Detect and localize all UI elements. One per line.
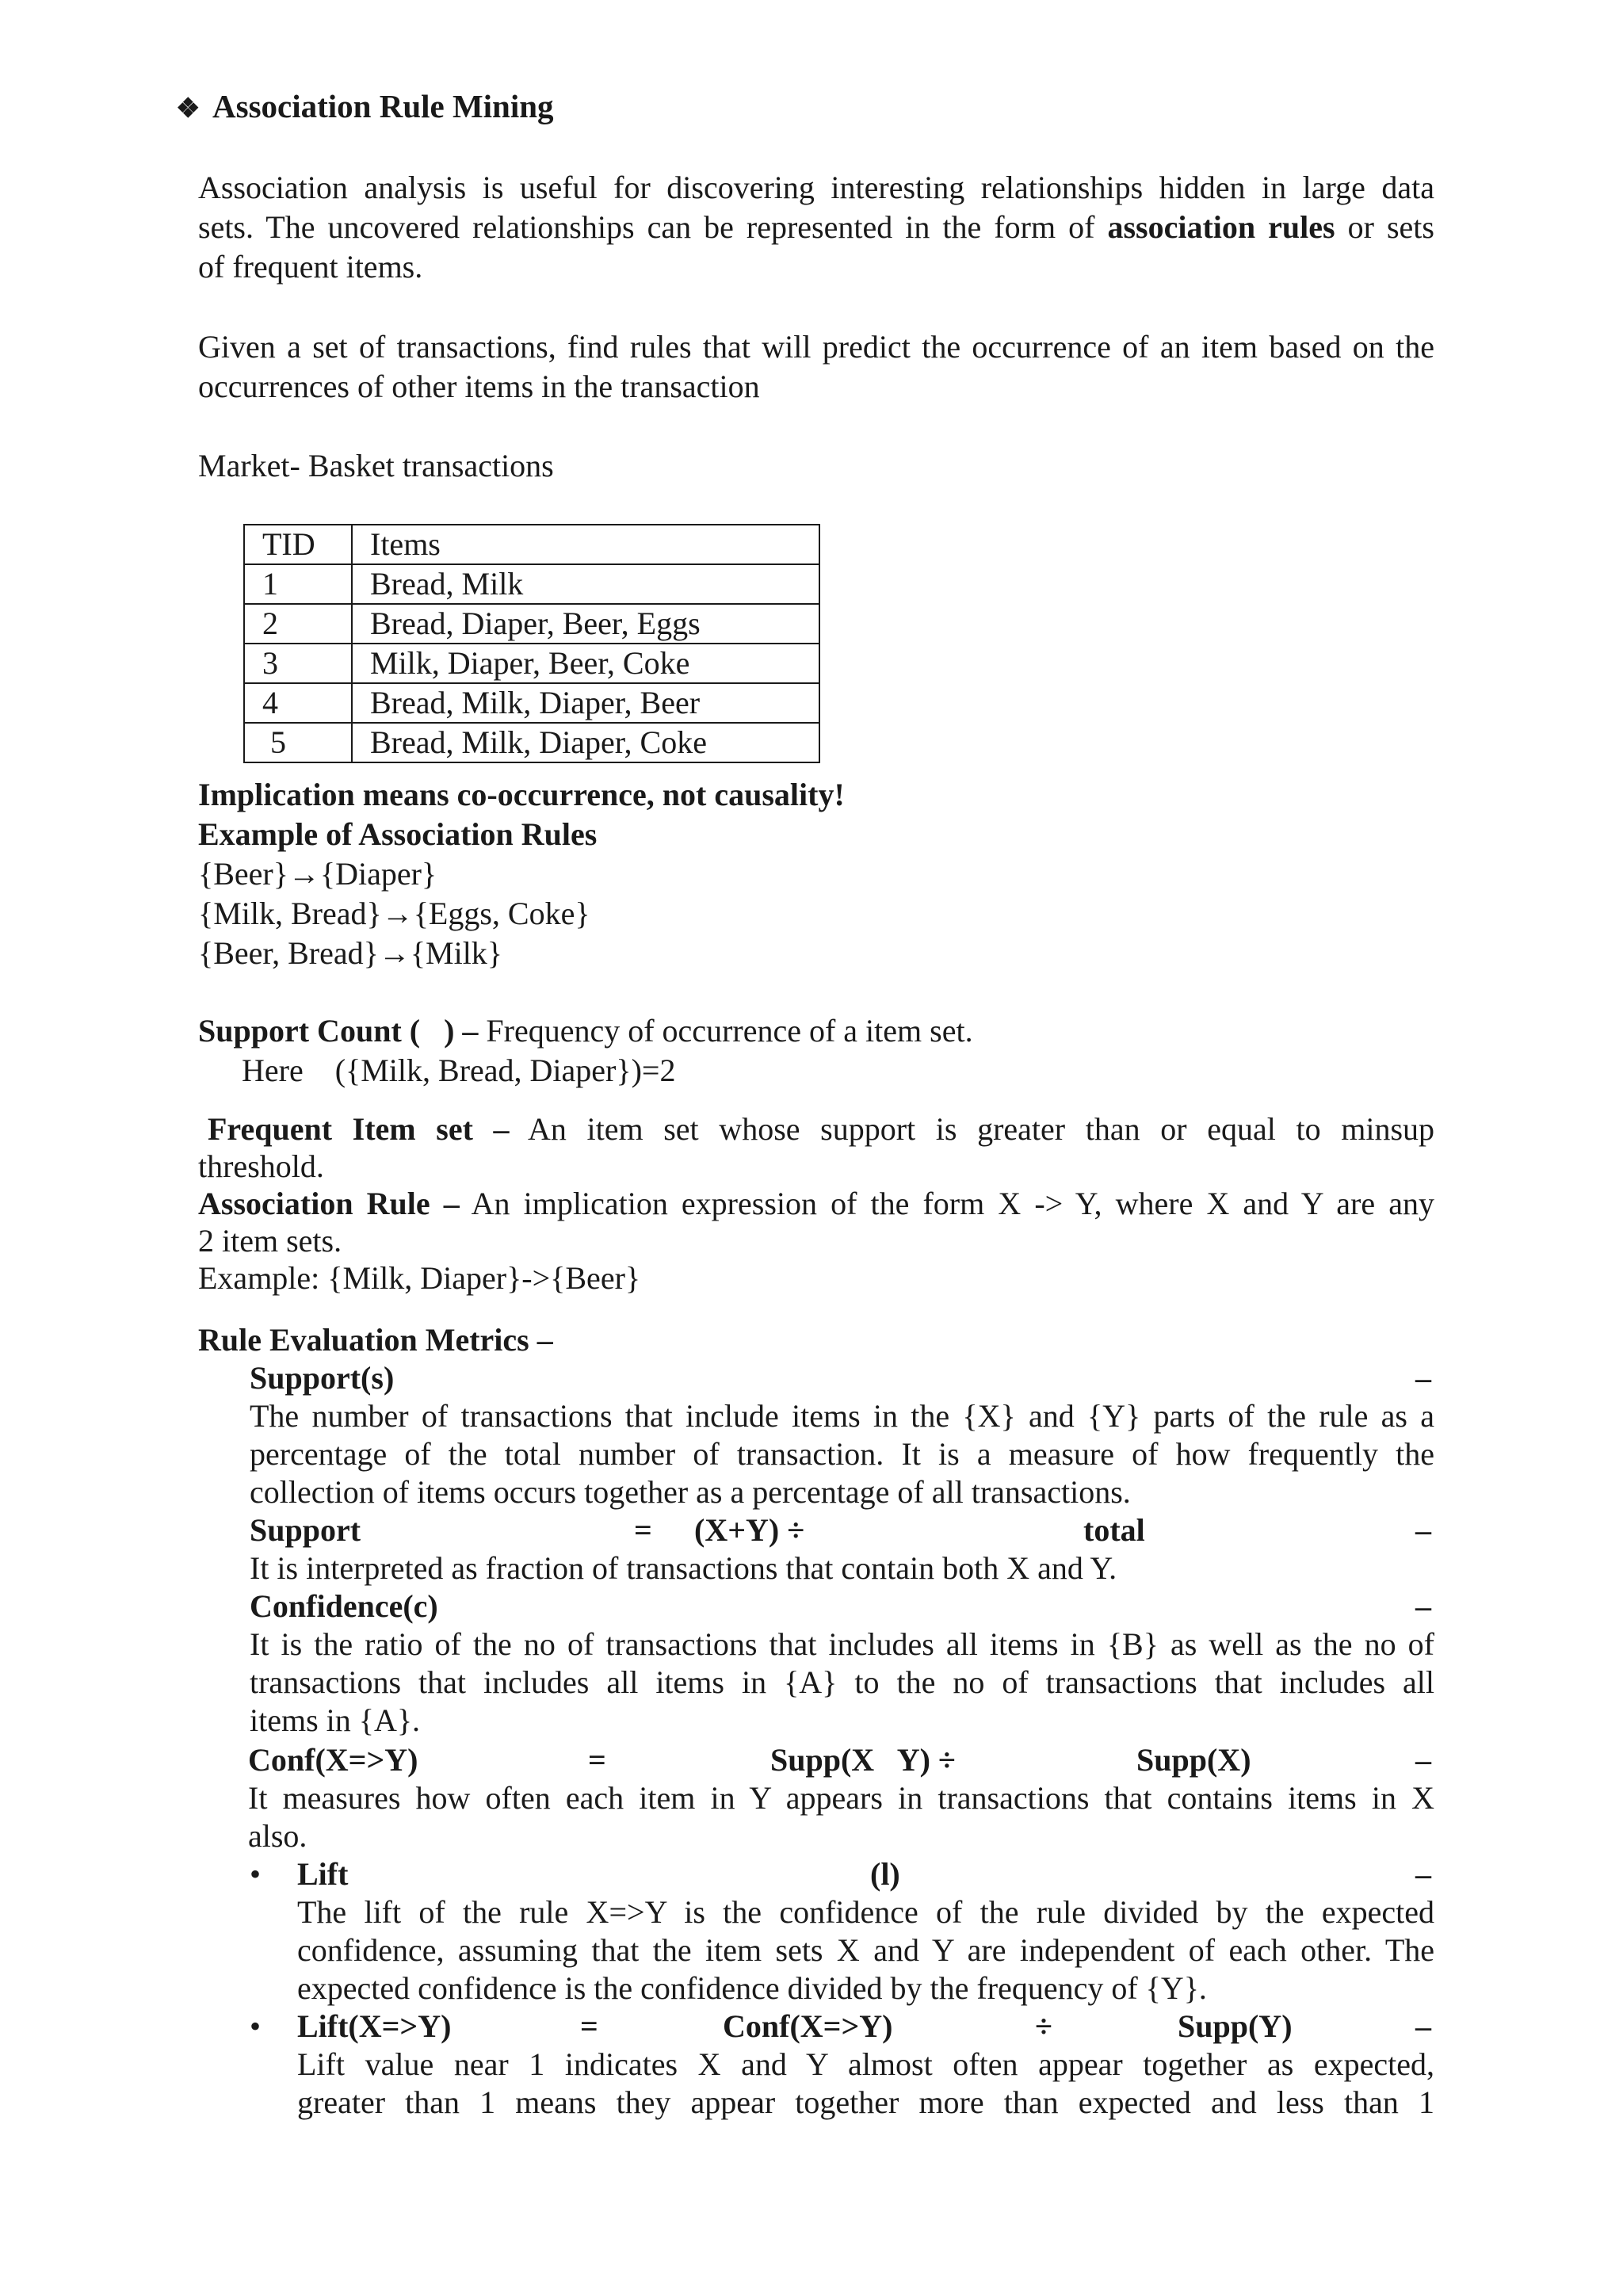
frequent-itemset-label: Frequent Item set – [208, 1111, 510, 1147]
support-text-line-1: The number of transactions that include items in the {X} and {Y} parts of the rule as a [250, 1398, 1434, 1434]
frequent-itemset-line: Frequent Item set – An item set whose support is greater than or equal to minsup [208, 1111, 1435, 1147]
confidence-title: Confidence(c) [250, 1588, 438, 1624]
table-cell: 5 [244, 723, 352, 762]
transactions-table [243, 524, 820, 763]
market-basket-title: Market- Basket transactions [198, 448, 554, 483]
metrics-title: Rule Evaluation Metrics – [198, 1322, 553, 1358]
lift-interpretation-line-2: greater than 1 means they appear together more than expected and less than 1 [297, 2084, 1434, 2120]
association-rule-label: Association Rule – [198, 1186, 460, 1221]
confidence-text-line-2: transactions that includes all items in {A} to the no of transactions that includes all [250, 1664, 1434, 1700]
association-rule-line: Association Rule – An implication expression of the form X -> Y, where X and Y are any [198, 1186, 1434, 1221]
support-count-example: Here ({Milk, Bread, Diaper})=2 [242, 1052, 676, 1088]
support-title-dash: – [1415, 1360, 1431, 1396]
section-heading-text: Association Rule Mining [212, 88, 554, 124]
table-row [244, 564, 819, 604]
table-cell: 2 [244, 604, 352, 644]
diamond-bullet-icon: ❖ [176, 94, 200, 124]
support-interpretation: It is interpreted as fraction of transactions that contain both X and Y. [250, 1550, 1117, 1586]
conf-formula-label: Conf(X=>Y) [248, 1742, 418, 1778]
example-rules-title: Example of Association Rules [198, 816, 598, 852]
table-cell: 1 [244, 564, 352, 604]
lift-text-line-1: The lift of the rule X=>Y is the confidence of the rule divided by the expected [297, 1894, 1434, 1930]
rule-1: {Beer}→{Diaper} [198, 856, 437, 892]
table-cell: Bread, Milk, Diaper, Coke [352, 723, 819, 762]
lift-formula-divide: ÷ [1035, 2008, 1052, 2044]
table-row [244, 604, 819, 644]
table-row [244, 723, 819, 762]
lift-interpretation-line-1: Lift value near 1 indicates X and Y almost often appear together as expected, [297, 2046, 1434, 2082]
support-count-line: Support Count ( ) – Frequency of occurrence of a item set. [198, 1013, 973, 1049]
support-count-label: Support Count ( ) – [198, 1013, 479, 1049]
rule-2: {Milk, Bread}→{Eggs, Coke} [198, 896, 590, 931]
lift-formula-dash: – [1415, 2008, 1431, 2044]
rule-3: {Beer, Bread}→{Milk} [198, 935, 503, 971]
confidence-text-line-3: items in {A}. [250, 1702, 421, 1738]
table-cell: Milk, Diaper, Beer, Coke [352, 644, 819, 683]
lift-symbol: (l) [870, 1856, 900, 1892]
frequent-itemset-line-2: threshold. [198, 1148, 324, 1184]
table-row [244, 644, 819, 683]
table-cell: Bread, Diaper, Beer, Eggs [352, 604, 819, 644]
intro-line-3: of frequent items. [198, 249, 423, 285]
given-line-2: occurrences of other items in the transaction [198, 369, 760, 404]
lift-formula-denominator: Supp(Y) [1178, 2008, 1293, 2044]
conf-formula-dash: – [1415, 1742, 1431, 1778]
support-formula-numerator: (X+Y) ÷ [694, 1512, 805, 1548]
lift-text-line-2: confidence, assuming that the item sets X and Y are independent of each other. The [297, 1932, 1434, 1968]
confidence-title-dash: – [1415, 1588, 1431, 1624]
conf-formula-denominator: Supp(X) [1136, 1742, 1251, 1778]
support-formula-dash: – [1415, 1512, 1431, 1548]
lift-formula-numerator: Conf(X=>Y) [723, 2008, 893, 2044]
support-text-line-3: collection of items occurs together as a percentage of all transactions. [250, 1474, 1131, 1510]
support-text-line-2: percentage of the total number of transaction. It is a measure of how frequently the [250, 1436, 1434, 1472]
lift-title-dash: – [1415, 1856, 1431, 1892]
conf-formula-numerator: Supp(X Y) ÷ [770, 1742, 956, 1778]
section-heading [176, 87, 554, 125]
support-formula-total: total [1083, 1512, 1145, 1548]
support-formula-equals: = [634, 1512, 652, 1548]
conf-interpretation-line-2: also. [248, 1818, 307, 1854]
table-row [244, 683, 819, 723]
table-header-row [244, 525, 819, 564]
table-header-cell: TID [244, 525, 352, 564]
association-rule-example: Example: {Milk, Diaper}->{Beer} [198, 1260, 641, 1296]
lift-title: Lift [297, 1856, 349, 1892]
intro-line-2: sets. The uncovered relationships can be represented in the form of association rules or sets [198, 209, 1434, 245]
bullet-icon: • [250, 2008, 262, 2044]
support-formula-label: Support [250, 1512, 361, 1548]
association-rules-term: association rules [1107, 209, 1335, 245]
bullet-icon: • [250, 1856, 262, 1892]
implication-note: Implication means co-occurrence, not causality! [198, 777, 845, 812]
table-cell: Bread, Milk, Diaper, Beer [352, 683, 819, 723]
table-cell: 3 [244, 644, 352, 683]
lift-text-line-3: expected confidence is the confidence divided by the frequency of {Y}. [297, 1970, 1207, 2006]
table-header-cell: Items [352, 525, 819, 564]
lift-formula-label: Lift(X=>Y) [297, 2008, 452, 2044]
given-line-1: Given a set of transactions, find rules that will predict the occurrence of an item based on the [198, 329, 1434, 365]
table-cell: 4 [244, 683, 352, 723]
confidence-text-line-1: It is the ratio of the no of transactions that includes all items in {B} as well as the no of [250, 1626, 1434, 1662]
support-title: Support(s) [250, 1360, 395, 1396]
lift-formula-equals: = [580, 2008, 598, 2044]
association-rule-line-2: 2 item sets. [198, 1223, 342, 1259]
conf-formula-equals: = [588, 1742, 606, 1778]
conf-interpretation-line-1: It measures how often each item in Y appears in transactions that contains items in X [248, 1780, 1434, 1816]
table-cell: Bread, Milk [352, 564, 819, 604]
intro-line-1: Association analysis is useful for discovering interesting relationships hidden in large data [198, 170, 1434, 205]
